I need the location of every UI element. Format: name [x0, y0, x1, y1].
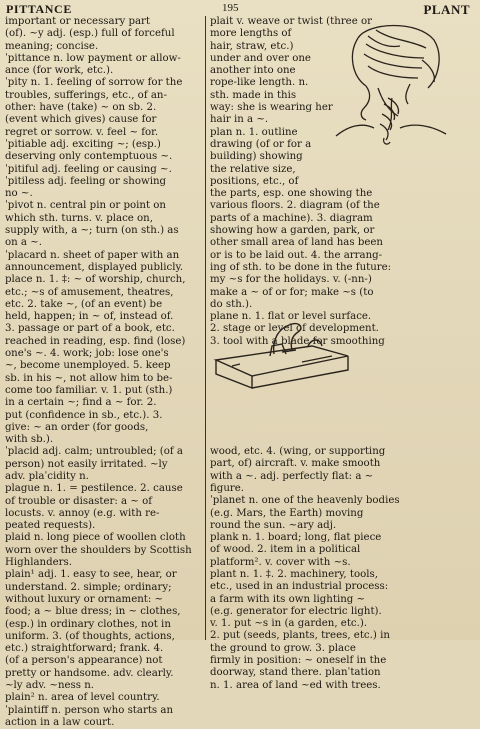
right-line: etc., used in an industrial process:	[210, 581, 389, 593]
right-line: another into one	[210, 65, 296, 77]
right-line: sth. made in this	[210, 89, 297, 101]
left-line: plain² n. area of level country.	[5, 692, 160, 704]
right-line: the ground to grow. 3. place	[210, 642, 356, 654]
right-line: plant n. 1. ‡. 2. machinery, tools,	[210, 568, 378, 580]
left-line: ˈplacid adj. calm; untroubled; (of a	[5, 446, 183, 458]
left-line: in a certain ~; find a ~ for. 2.	[5, 397, 157, 409]
right-line: my ~s for the holidays. v. (-nn-)	[210, 274, 372, 286]
left-line: ˈplaintiff n. person who starts an	[5, 704, 174, 716]
right-line: plait v. weave or twist (three or	[210, 16, 372, 27]
right-line: various floors. 2. diagram (of the	[210, 200, 380, 212]
header-last-word: PLANT	[423, 2, 470, 17]
left-line: Highlanders.	[5, 557, 73, 569]
right-line: the parts, esp. one showing the	[210, 188, 373, 200]
left-line: etc. 2. take ~, (of an event) be	[5, 298, 163, 310]
left-line: etc.; ~s of amusement, theatres,	[5, 286, 174, 298]
left-line: ~, become unemployed. 5. keep	[5, 360, 171, 372]
right-line: plan n. 1. outline	[210, 126, 298, 138]
right-line: positions, etc., of	[210, 175, 299, 187]
right-line: other small area of land has been	[210, 237, 383, 249]
right-line: with a ~. adj. perfectly flat: a ~	[210, 470, 374, 482]
column-divider	[205, 16, 206, 640]
right-line: firmly in position: ~ oneself in the	[210, 655, 387, 667]
right-line: (e.g. generator for electric light).	[210, 605, 382, 617]
left-line: place n. 1. ‡: ~ of worship, church,	[5, 274, 186, 286]
plait-drawing	[318, 18, 474, 148]
left-line: (of). ~y adj. (esp.) full of forceful	[5, 28, 175, 40]
right-line: plane n. 1. flat or level surface.	[210, 311, 372, 323]
right-line: 2. put (seeds, plants, trees, etc.) in	[210, 630, 390, 642]
left-line: 3. passage or part of a book, etc.	[5, 323, 175, 335]
left-line: sb. in his ~, not allow him to be-	[5, 372, 173, 384]
left-line: ˈpitiable adj. exciting ~; (esp.)	[5, 138, 161, 150]
right-line: a farm with its own lighting ~	[210, 593, 366, 605]
page-number: 195	[222, 2, 239, 14]
girl-with-plait-illustration	[318, 18, 474, 148]
left-line: on a ~.	[5, 237, 43, 249]
left-line: without luxury or ornament: ~	[5, 593, 164, 605]
left-line: plaid n. long piece of woollen cloth	[5, 532, 186, 544]
right-line: the relative size,	[210, 163, 296, 175]
right-line: do sth.).	[210, 298, 253, 310]
right-line: or is to be laid out. 4. the arrang-	[210, 249, 383, 261]
right-line: 3. tool with a blade for smoothing	[210, 335, 385, 347]
right-line: showing how a garden, park, or	[210, 225, 375, 237]
left-line: with sb.).	[5, 434, 54, 446]
right-line: platform². v. cover with ~s.	[210, 556, 351, 568]
left-line: one's ~. 4. work; job: lose one's	[5, 348, 169, 360]
right-line: figure.	[210, 482, 245, 494]
right-line: way: she is wearing her	[210, 102, 333, 114]
left-line: ˈpitiless adj. feeling or showing	[5, 175, 167, 187]
right-line: under and over one	[210, 52, 311, 64]
left-line: regret or sorrow. v. feel ~ for.	[5, 126, 159, 138]
right-line: n. 1. area of land ~ed with trees.	[210, 679, 381, 691]
left-line: ~ly adv. ~ness n.	[5, 680, 95, 692]
left-line: announcement, displayed publicly.	[5, 261, 184, 273]
left-line: put (confidence in sb., etc.). 3.	[5, 409, 163, 421]
right-line: make a ~ of or for; make ~s (to	[210, 286, 374, 298]
left-line: supply with, a ~; turn (on sth.) as	[5, 225, 179, 237]
left-line: plague n. 1. = pestilence. 2. cause	[5, 483, 183, 495]
left-line: of trouble or disaster: a ~ of	[5, 495, 153, 507]
right-line: part, of) aircraft. v. make smooth	[210, 458, 381, 470]
left-line: (esp.) in ordinary clothes, not in	[5, 618, 171, 630]
left-line: ˈpity n. 1. feeling of sorrow for the	[5, 77, 183, 89]
left-column	[5, 16, 203, 729]
header-first-word: PITTANCE	[6, 2, 72, 16]
left-line: ˈplacard n. sheet of paper with an	[5, 249, 180, 261]
right-line: ing of sth. to be done in the future:	[210, 261, 392, 273]
left-line: understand. 2. simple; ordinary;	[5, 581, 172, 593]
left-line: reached in reading, esp. find (lose)	[5, 335, 186, 347]
left-line: come too familiar. v. 1. put (sth.)	[5, 384, 173, 396]
right-line: plank n. 1. board; long, flat piece	[210, 532, 382, 544]
right-line: doorway, stand there. planˈtation	[210, 667, 381, 679]
left-line: ance (for work, etc.).	[5, 65, 114, 77]
carpenters-plane-illustration	[212, 316, 352, 388]
right-line: 2. stage or level of development.	[210, 323, 379, 335]
right-line: v. 1. put ~s in (a garden, etc.).	[210, 618, 368, 630]
left-line: food; a ~ blue dress; in ~ clothes,	[5, 606, 181, 618]
left-line: held, happen; in ~ of, instead of.	[5, 311, 174, 323]
left-line: (event which gives) cause for	[5, 114, 157, 126]
left-line: ˈpittance n. low payment or allow-	[5, 52, 181, 64]
left-line: adv. plaˈcidity n.	[5, 470, 89, 482]
left-line: which sth. turns. v. place on,	[5, 212, 153, 224]
right-line: wood, etc. 4. (wing, or supporting	[210, 446, 386, 458]
right-line: rope-like length. n.	[210, 77, 309, 89]
right-line: ˈplanet n. one of the heavenly bodies	[210, 495, 400, 507]
left-line: pretty or handsome. adv. clearly.	[5, 667, 174, 679]
right-line: hair, straw, etc.)	[210, 40, 294, 52]
right-line: of wood. 2. item in a political	[210, 544, 361, 556]
right-line: building) showing	[210, 151, 303, 163]
left-line: deserving only contemptuous ~.	[5, 151, 173, 163]
left-line: give: ~ an order (for goods,	[5, 421, 149, 433]
right-line: parts of a machine). 3. diagram	[210, 212, 373, 224]
left-line: peated requests).	[5, 520, 96, 532]
left-line: etc.) straightforward; frank. 4.	[5, 643, 164, 655]
left-line: ˈpivot n. central pin or point on	[5, 200, 166, 212]
left-line: meaning; concise.	[5, 40, 99, 52]
left-line: worn over the shoulders by Scottish	[5, 544, 192, 556]
left-line: important or necessary part	[5, 16, 151, 27]
left-line: person) not easily irritated. ~ly	[5, 458, 168, 470]
left-line: ˈpitiful adj. feeling or causing ~.	[5, 163, 172, 175]
right-line: drawing (of or for a	[210, 138, 312, 150]
left-line: no ~.	[5, 188, 33, 200]
left-line: action in a law court.	[5, 716, 115, 728]
right-line: round the sun. ~ary adj.	[210, 519, 337, 531]
left-line: other: have (take) ~ on sb. 2.	[5, 102, 157, 114]
left-line: uniform. 3. (of thoughts, actions,	[5, 630, 175, 642]
left-line: plain¹ adj. 1. easy to see, hear, or	[5, 569, 177, 581]
right-line: hair in a ~.	[210, 114, 269, 126]
right-line: more lengths of	[210, 28, 292, 40]
left-line: locusts. v. annoy (e.g. with re-	[5, 507, 160, 519]
right-line: (e.g. Mars, the Earth) moving	[210, 507, 364, 519]
plane-drawing	[212, 316, 352, 388]
left-line: troubles, sufferings, etc., of an-	[5, 89, 167, 101]
left-line: (of a person's appearance) not	[5, 655, 163, 667]
